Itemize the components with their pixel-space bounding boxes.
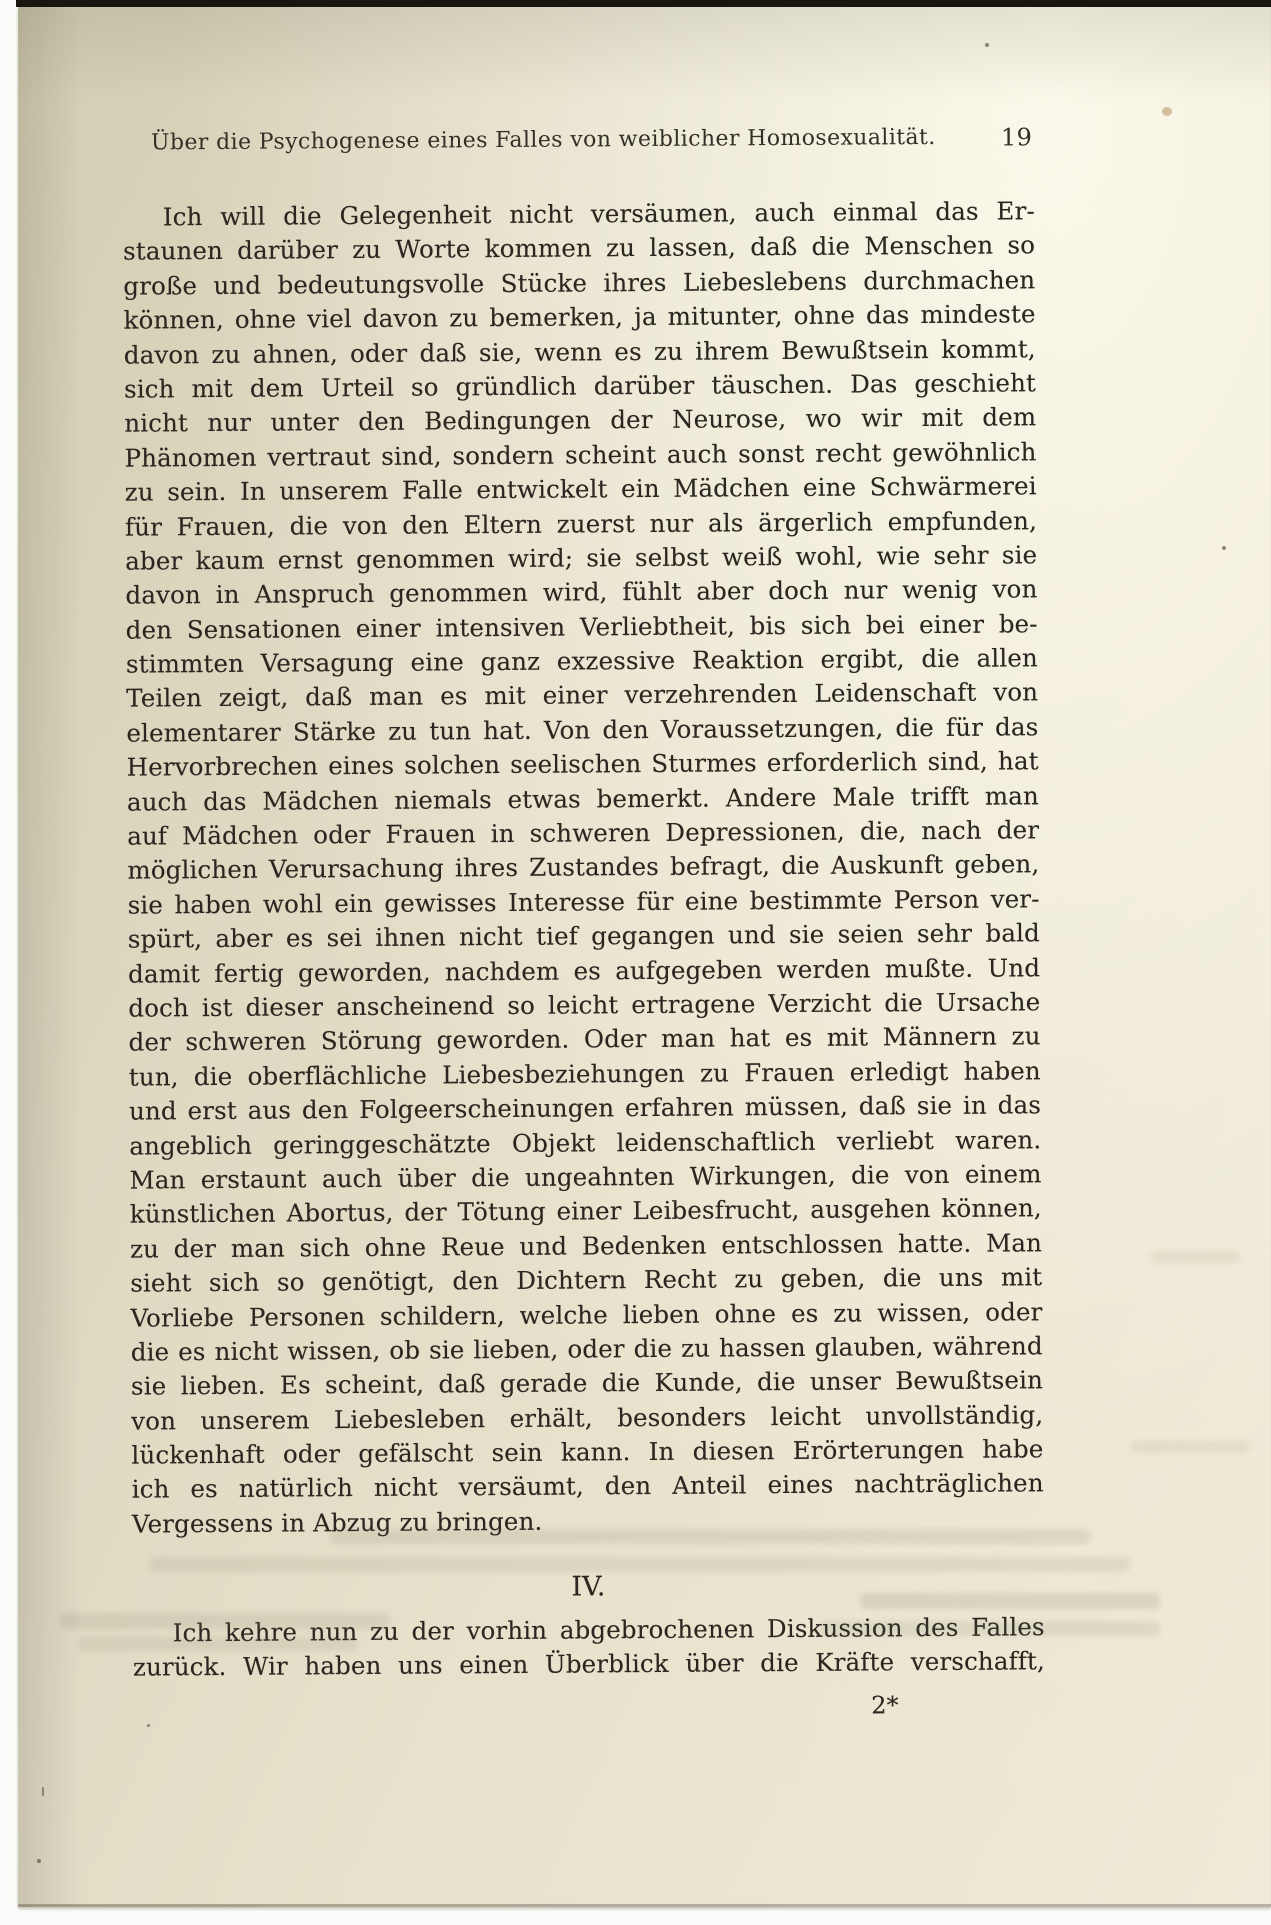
section-heading: IV. [571, 1571, 606, 1603]
text-line: tun, die oberflächliche Liebesbeziehungen zu Frauen erledigt haben [128, 1056, 1041, 1092]
page-content [11, 3, 1271, 1909]
text-line: der schweren Störung geworden. Oder man hat es mit Männern zu [128, 1021, 1041, 1057]
text-line: zu der man sich ohne Reue und Bedenken entschlossen hatte. Man [129, 1227, 1043, 1264]
text-line: ich es natürlich nicht versäumt, den Anteil eines nachträglichen [131, 1468, 1044, 1505]
paragraph-1 [123, 194, 1044, 1542]
page-header [122, 120, 1034, 160]
text-line: den Sensationen einer intensiven Verliebtheit, bis sich bei einer be- [125, 608, 1038, 645]
text-line: damit fertig geworden, nachdem es aufgegeben werden mußte. Und [128, 952, 1041, 989]
text-line: spürt, aber es sei ihnen nicht tief gegangen und sie seien sehr bald [127, 918, 1040, 954]
text-line: Ich will die Gelegenheit nicht versäumen, auch einmal das Er- [162, 196, 1035, 232]
text-line: angeblich geringgeschätzte Objekt leidenschaftlich verliebt waren. [129, 1124, 1042, 1161]
text-line: sie haben wohl ein gewisses Interesse für eine bestimmte Person ver- [127, 884, 1040, 920]
paper-speck [42, 1787, 44, 1796]
text-line: zurück. Wir haben uns einen Überblick über die Kräfte verschafft, [132, 1646, 1046, 1682]
text-line: sie lieben. Es scheint, daß gerade die Kunde, die unser Bewußtsein [130, 1365, 1044, 1401]
text-line: künstlichen Abortus, der Tötung einer Leibesfrucht, ausgehen können, [129, 1193, 1042, 1229]
text-line: zu sein. In unserem Falle entwickelt ein Mädchen eine Schwärmerei [124, 471, 1037, 507]
text-line: doch ist dieser anscheinend so leicht ertragene Verzicht die Ursache [128, 987, 1041, 1023]
text-line: Man erstaunt auch über die ungeahnten Wirkungen, die von einem [129, 1159, 1042, 1195]
text-line: für Frauen, die von den Eltern zuerst nur als ärgerlich empfunden, [124, 505, 1038, 542]
text-line: sieht sich so genötigt, den Dichtern Recht zu geben, die uns mit [130, 1262, 1043, 1298]
text-line: davon zu ahnen, oder daß sie, wenn es zu ihrem Bewußtsein kommt, [123, 333, 1036, 370]
text-line: nicht nur unter den Bedingungen der Neurose, wo wir mit dem [124, 402, 1037, 438]
paper-speck [1222, 546, 1226, 550]
text-line: von unserem Liebesleben erhält, besonders leicht unvollständig, [131, 1399, 1044, 1436]
paragraph-2 [133, 1610, 1045, 1685]
text-line: elementarer Stärke zu tun hat. Von den Voraussetzungen, die für das [126, 712, 1039, 748]
text-line: möglichen Verursachung ihres Zustandes befragt, die Auskunft geben, [127, 849, 1040, 886]
paper-speck [985, 43, 989, 47]
text-line: die es nicht wissen, ob sie lieben, oder die zu hassen glauben, während [130, 1331, 1043, 1367]
text-line: Ich kehre nun zu der vorhin abgebrochenen Diskussion des Falles [172, 1612, 1045, 1648]
text-line: davon in Anspruch genommen wird, fühlt aber doch nur wenig von [125, 574, 1038, 610]
text-line: staunen darüber zu Worte kommen zu lassen, daß die Menschen so [122, 230, 1036, 267]
text-line: und erst aus den Folgeerscheinungen erfahren müssen, daß sie in das [128, 1090, 1042, 1126]
signature-mark: 2* [871, 1691, 899, 1720]
text-line: große und bedeutungsvolle Stücke ihres Liebeslebens durchmachen [123, 265, 1036, 301]
text-line: Teilen zeigt, daß man es mit einer verzehrenden Leidenschaft von [126, 677, 1039, 714]
running-title: Über die Psychogenese eines Falles von weiblicher Homosexualität. [150, 124, 936, 156]
page-number: 19 [1000, 123, 1033, 152]
paper-speck [1162, 107, 1172, 116]
text-line: auch das Mädchen niemals etwas bemerkt. Andere Male trifft man [126, 780, 1039, 817]
text-line: lückenhaft oder gefälscht sein kann. In diesen Erörterungen habe [131, 1434, 1044, 1470]
scanned-page [18, 7, 1271, 1907]
text-line: sich mit dem Urteil so gründlich darüber täuschen. Das geschieht [123, 368, 1037, 404]
paper-speck [37, 1859, 41, 1863]
text-line: auf Mädchen oder Frauen in schweren Depressionen, die, nach der [127, 815, 1040, 851]
text-line: aber kaum ernst genommen wird; sie selbst weiß wohl, wie sehr sie [125, 540, 1038, 576]
text-line: können, ohne viel davon zu bemerken, ja mitunter, ohne das mindeste [123, 299, 1036, 335]
text-line: Vorliebe Personen schildern, welche lieben ohne es zu wissen, oder [130, 1296, 1043, 1333]
text-line: stimmten Versagung eine ganz exzessive Reaktion ergibt, die allen [125, 643, 1039, 679]
text-line: Vergessens in Abzug zu bringen. [131, 1506, 543, 1539]
text-line: Hervorbrechen eines solchen seelischen Sturmes erforderlich sind, hat [126, 746, 1039, 782]
text-line: Phänomen vertraut sind, sondern scheint auch sonst recht gewöhnlich [124, 436, 1037, 473]
paper-speck [147, 1724, 150, 1727]
